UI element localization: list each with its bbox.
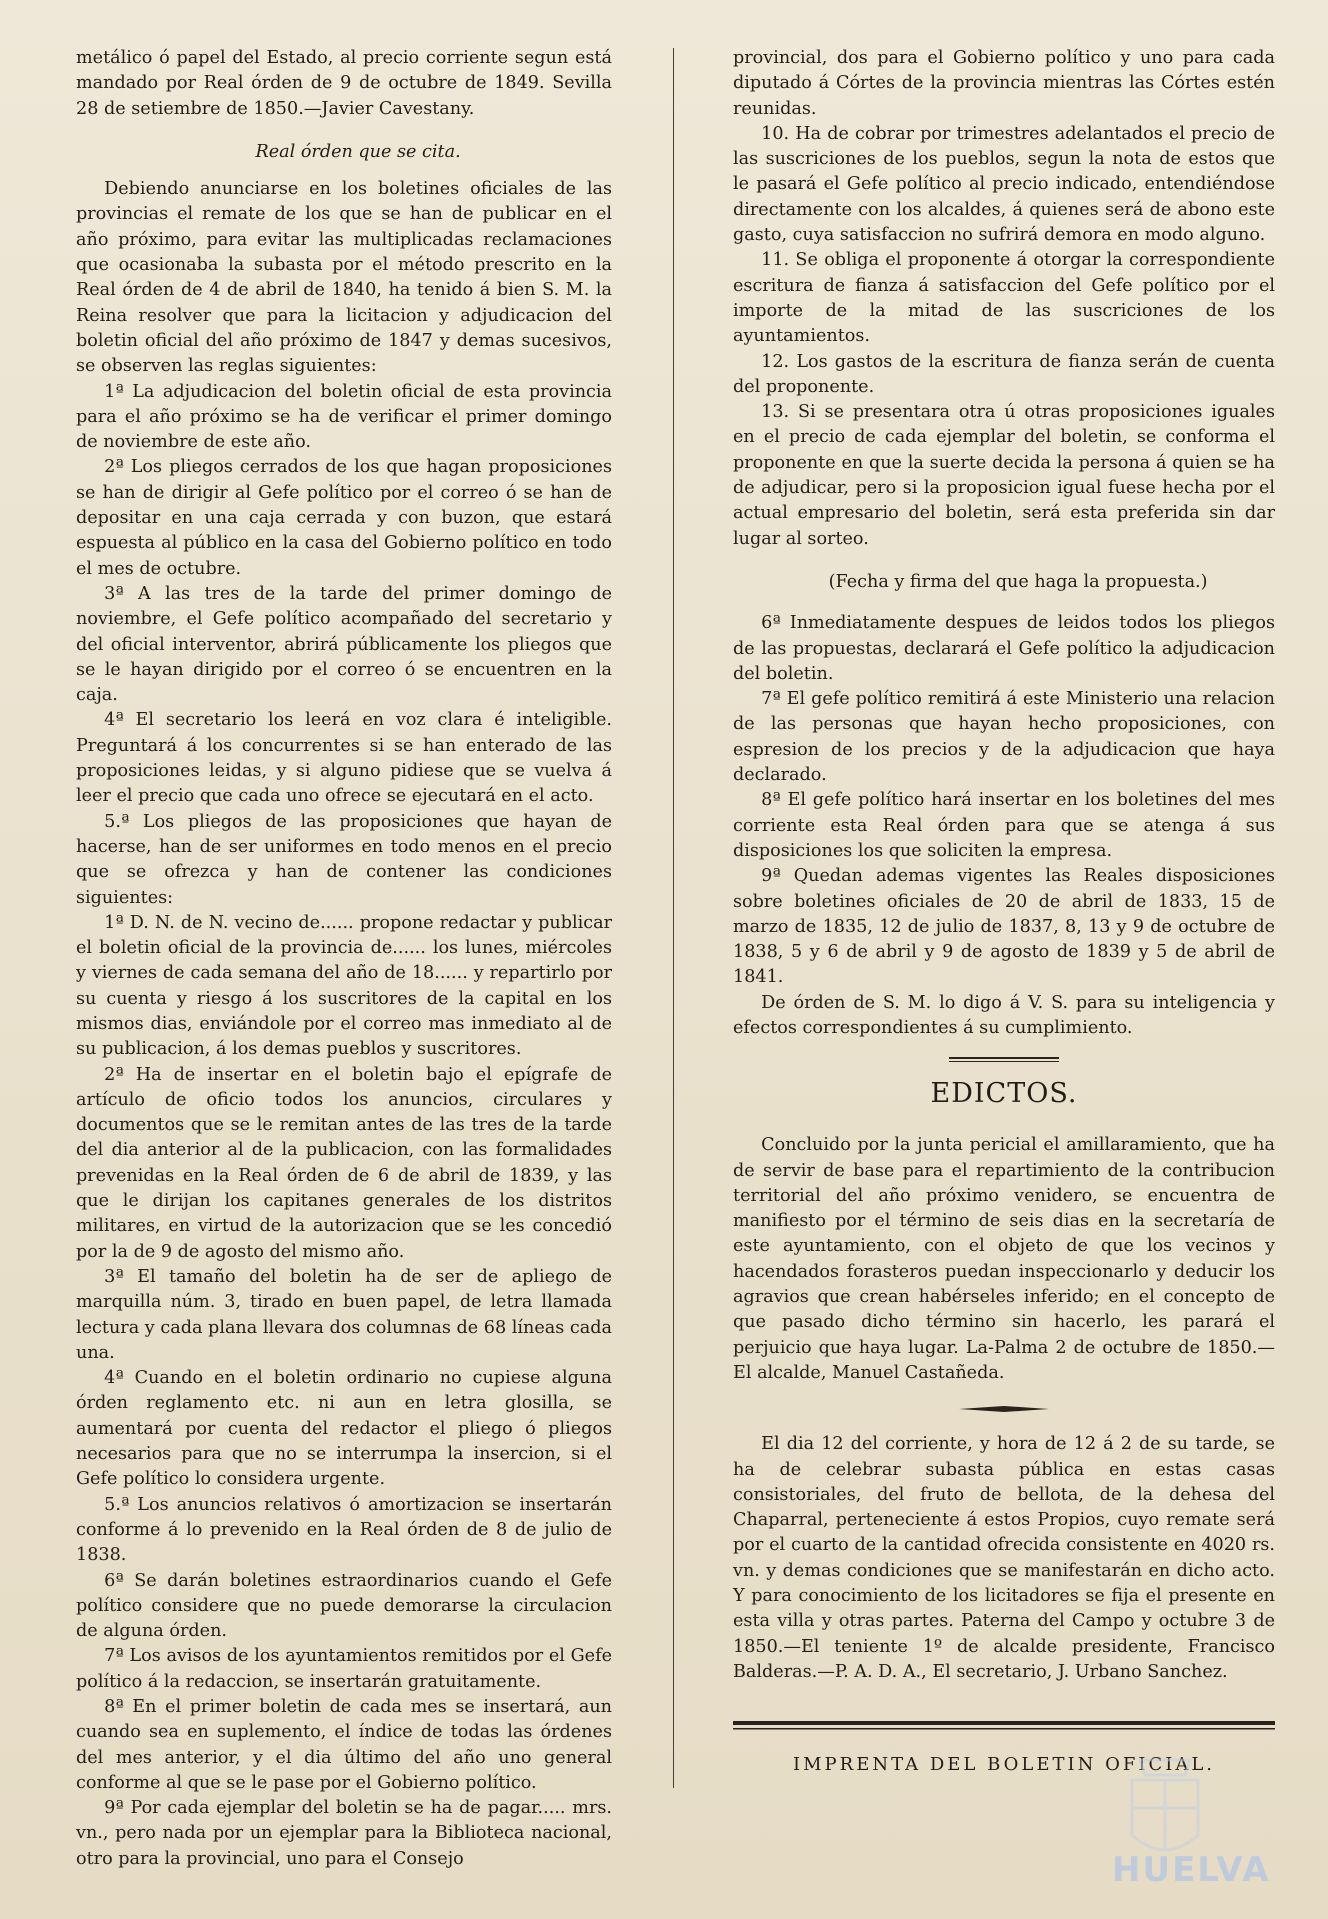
closing-paragraph: De órden de S. M. lo digo á V. S. para su inteligencia y efectos correspondientes á su cumplimiento. xyxy=(733,992,1275,1038)
ornament-rule-icon xyxy=(949,1055,1059,1065)
rule-3: 3ª A las tres de la tarde del primer domingo de noviembre, el Gefe político acompañado del secretario y del oficial interventor, abrirá públicamente los pliegos que se le hayan dirigido por el correo ó se encuentren en la caja. xyxy=(76,583,612,706)
rule-6: 6ª Inmediatamente despues de leidos todos los pliegos de las propuestas, declarará el Gefe político la adjudicacion del boletin. xyxy=(733,613,1275,684)
section-subtitle: Real órden que se cita. xyxy=(255,141,461,162)
condition-7: 7ª Los avisos de los ayuntamientos remitidos por el Gefe político á la redaccion, se insertarán gratuitamente. xyxy=(76,1646,612,1692)
condition-2: 2ª Ha de insertar en el boletin bajo el epígrafe de artículo de oficio todos los anuncios, circulares y documentos que se le remitan antes de las tres de la tarde del dia anterior al de la publicacion, con las formalidades prevenidas en la Real órden de 6 de abril de 1839, y las que le dirijan los capitanes generales de los distritos militares, en virtud de la autorizacion que se les concedió por la de 9 de agosto del mismo año. xyxy=(76,1064,612,1262)
condition-12: 12. Los gastos de la escritura de fianza serán de cuenta del proponente. xyxy=(733,351,1275,397)
condition-1: 1ª D. N. de N. vecino de...... propone redactar y publicar el boletin oficial de la provincia de...... los lunes, miércoles y viernes de cada semana del año de 18...... y repartirlo por su cuenta y riesgo á los suscritores de la capital en los mismos dias, enviándole por el correo mas inmediato al de su publicacion, á los demas pueblos y suscritores. xyxy=(76,912,612,1060)
watermark-text: HUELVA xyxy=(1112,1850,1271,1890)
edictos-heading: EDICTOS. xyxy=(930,1078,1078,1110)
rule-8: 8ª El gefe político hará insertar en los boletines del mes corriente esta Real órden para que se atenga á sus disposiciones los que soliciten la empresa. xyxy=(733,790,1275,861)
double-rule-icon xyxy=(733,1719,1275,1733)
condition-8: 8ª En el primer boletin de cada mes se insertará, aun cuando sea en suplemento, el índice de todas las órdenes del mes anterior, y el dia último del año uno general conforme al que se le pase por el Gobierno político. xyxy=(76,1697,612,1793)
rule-7: 7ª El gefe político remitirá á este Ministerio una relacion de las personas que hayan hecho proposiciones, con espresion de los precios y de la adjudicacion que haya declarado. xyxy=(733,689,1275,786)
edicto-2: El dia 12 del corriente, y hora de 12 á 2 de su tarde, se ha de celebrar subasta pública en estas casas consistoriales, del fruto de bellota, de la dehesa del Chaparral, perteneciente á estos Propios, cuyo remate será por el cuarto de la cantidad ofrecida consistente en 4020 rs. vn. y demas condiciones que se manifestarán en dicho acto. Y para conocimiento de los licitadores se fija el presente en esta villa y otras partes. Paterna del Campo y octubre 3 de 1850.—El teniente 1º de alcalde presidente, Francisco Balderas.—P. A. D. A., El secretario, J. Urbano Sanchez. xyxy=(733,1434,1275,1682)
column-divider xyxy=(673,48,674,1788)
condition-5: 5.ª Los anuncios relativos ó amortizacion se insertarán conforme á lo prevenido en la Real órden de 8 de julio de 1838. xyxy=(76,1494,612,1566)
edicto-1: Concluido por la junta pericial el amillaramiento, que ha de servir de base para el repartimiento de la contribucion territorial del año próximo venidero, se encuentra de manifiesto por el término de seis dias en la secretaría de este ayuntamiento, con el objeto de que los vecinos y hacendados forasteros puedan inspeccionarlo y deducir los agravios que crean habérseles inferido; en el concepto de que pasado dicho término sin hacerlo, les parará el perjuicio que haya lugar. La-Palma 2 de octubre de 1850.—El alcalde, Manuel Castañeda. xyxy=(733,1135,1275,1383)
continued-paragraph: provincial, dos para el Gobierno político y uno para cada diputado á Córtes de la provincia mientras las Córtes estén reunidas. xyxy=(733,48,1275,119)
main-paragraph: Debiendo anunciarse en los boletines oficiales de las provincias el remate de los que se han de publicar en el año próximo, para evitar las multiplicadas reclamaciones que ocasionaba la subasta por el método prescrito en la Real órden de 4 de abril de 1840, ha tenido á bien S. M. la Reina resolver que para la licitacion y adjudicacion del boletin oficial del año próximo de 1847 y demas sucesivos, se observen las reglas siguientes: xyxy=(76,179,612,377)
right-column xyxy=(733,46,1275,1777)
condition-3: 3ª El tamaño del boletin ha de ser de apliego de marquilla núm. 3, tirado en buen papel, de letra llamada lectura y cada plana llevara dos columnas de 68 líneas cada una. xyxy=(76,1266,612,1363)
signature-note: (Fecha y firma del que haga la propuesta.) xyxy=(828,571,1208,592)
rule-1: 1ª La adjudicacion del boletin oficial de esta provincia para el año próximo se ha de verificar el primer domingo de noviembre de este año. xyxy=(76,381,612,453)
condition-10: 10. Ha de cobrar por trimestres adelantados el precio de las suscriciones de los pueblos, segun la nota de estos que le pasará el Gefe político al precio indicado, entendiéndose directamente con los alcaldes, á quienes será de abono este gasto, cuya satisfaccion no sufrirá demora en modo alguno. xyxy=(733,123,1275,246)
condition-11: 11. Se obliga el proponente á otorgar la correspondiente escritura de fianza á satisfaccion del Gefe político por el importe de la mitad de las suscriciones de los ayuntamientos. xyxy=(733,250,1275,347)
condition-13: 13. Si se presentara otra ú otras proposiciones iguales en el precio de cada ejemplar del boletin, se conforma el proponente en que la suerte decida la persona á quien se ha de adjudicar, pero si la proposicion igual fuese hecha por el actual empresario del boletin, será esta preferida sin dar lugar al sorteo. xyxy=(733,402,1275,549)
left-column xyxy=(76,46,612,1872)
condition-9: 9ª Por cada ejemplar del boletin se ha de pagar..... mrs. vn., pero nada por un ejemplar para la Biblioteca nacional, otro para la provincial, uno para el Consejo xyxy=(76,1798,612,1869)
intro-paragraph: metálico ó papel del Estado, al precio corriente segun está mandado por Real órden de 9 de octubre de 1849. Sevilla 28 de setiembre de 1850.—Javier Cavestany. xyxy=(76,48,612,119)
rule-4: 4ª El secretario los leerá en voz clara é inteligible. Preguntará á los concurrentes si se han enterado de las proposiciones leidas, y si alguno pidiese que se vuelva á leer el precio que cada uno ofrece se ejecutará en el acto. xyxy=(76,710,612,807)
condition-4: 4ª Cuando en el boletin ordinario no cupiese alguna órden reglamento etc. ni aun en letra glosilla, se aumentará por cuenta del redactor el pliego ó pliegos necesarios para que no se interrumpa la insercion, si el Gefe político lo considera urgente. xyxy=(76,1368,612,1490)
rule-2: 2ª Los pliegos cerrados de los que hagan proposiciones se han de dirigir al Gefe político por el correo ó se han de depositar en una caja cerrada y con buzon, que estará espuesta al público en la casa del Gobierno político en todo el mes de octubre. xyxy=(76,457,612,579)
ornament-divider-icon xyxy=(959,1404,1049,1414)
rule-9: 9ª Quedan ademas vigentes las Reales disposiciones sobre boletines oficiales de 20 de abril de 1833, 15 de marzo de 1835, 12 de julio de 1837, 8, 13 y 9 de octubre de 1838, 5 y 6 de abril y 9 de agosto de 1839 y 5 de abril de 1841. xyxy=(733,866,1275,988)
condition-6: 6ª Se darán boletines estraordinarios cuando el Gefe político considere que no puede demorarse la circulacion de alguna órden. xyxy=(76,1570,612,1642)
printer-footer: IMPRENTA DEL BOLETIN OFICIAL. xyxy=(793,1753,1215,1775)
rule-5: 5.ª Los pliegos de las proposiciones que hayan de hacerse, han de ser uniformes en todo menos en el precio que se ofrezca y han de contener las condiciones siguientes: xyxy=(76,811,612,908)
